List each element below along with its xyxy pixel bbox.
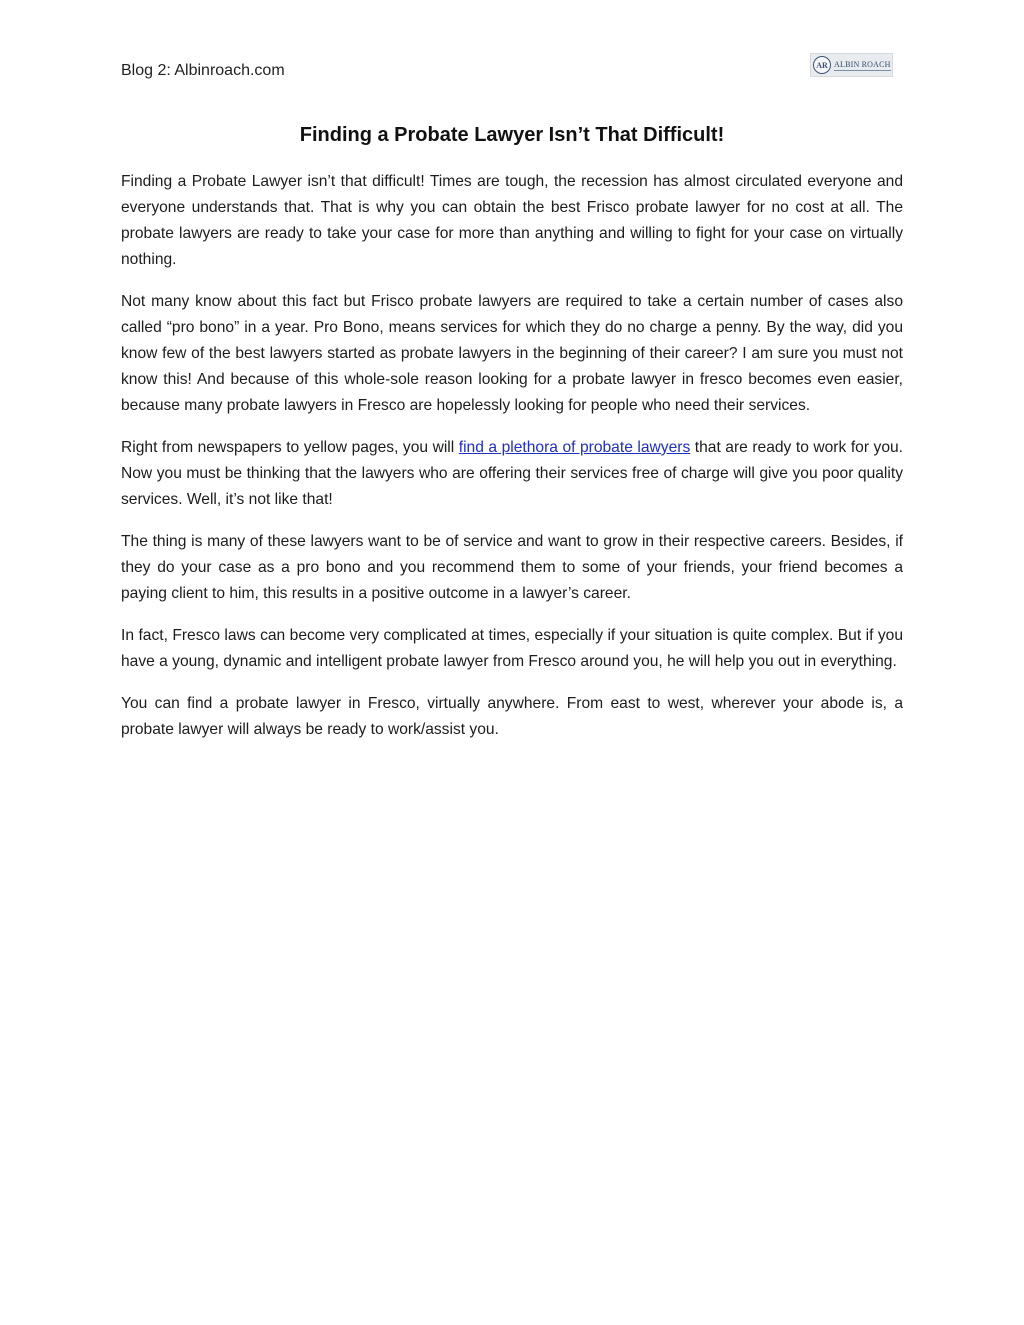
paragraph-5: In fact, Fresco laws can become very complicated at times, especially if your situation is quite complex. But if you have a young, dynamic and intelligent probate lawyer from Fresco around you, he will help you out in everything. [121, 627, 903, 670]
blog-label: Blog 2: Albinroach.com [121, 62, 285, 79]
article-title: Finding a Probate Lawyer Isn’t That Difficult! [299, 124, 725, 146]
article-body [121, 169, 903, 759]
logo-text: ALBIN ROACH [834, 59, 891, 69]
paragraph-3 [121, 435, 903, 513]
paragraph-2: Not many know about this fact but Frisco probate lawyers are required to take a certain number of cases also called “pro bono” in a year. Pro Bono, means services for which they do no charge a penny. By the way, did you know few of the best lawyers started as probate lawyers in the beginning of their career? I am sure you must not know this! And because of this whole-sole reason looking for a probate lawyer in fresco becomes even easier, because many probate lawyers in Fresco are hopelessly looking for people who need their services. [121, 293, 903, 414]
paragraph-1: Finding a Probate Lawyer isn’t that difficult! Times are tough, the recession has almost circulated everyone and everyone understands that. That is why you can obtain the best Frisco probate lawyer for no cost at all. The probate lawyers are ready to take your case for more than anything and willing to fight for your case on virtually nothing. [121, 173, 903, 268]
paragraph-4: The thing is many of these lawyers want to be of service and want to grow in their respective careers. Besides, if they do your case as a pro bono and you recommend them to some of your friends, your friend becomes a paying client to him, this results in a positive outcome in a lawyer’s career. [121, 533, 903, 602]
albin-roach-logo [810, 53, 893, 77]
paragraph-3-after: that are ready to work for you. Now you must be thinking that the lawyers who are offering their services free of charge will give you poor quality services. Well, it’s not like that! [121, 439, 904, 508]
logo-mark: AR [813, 56, 831, 74]
paragraph-6: You can find a probate lawyer in Fresco, virtually anywhere. From east to west, wherever your abode is, a probate lawyer will always be ready to work/assist you. [121, 695, 903, 738]
probate-lawyers-link[interactable]: find a plethora of probate lawyers [458, 439, 691, 456]
paragraph-3-before: Right from newspapers to yellow pages, you will [121, 439, 459, 456]
